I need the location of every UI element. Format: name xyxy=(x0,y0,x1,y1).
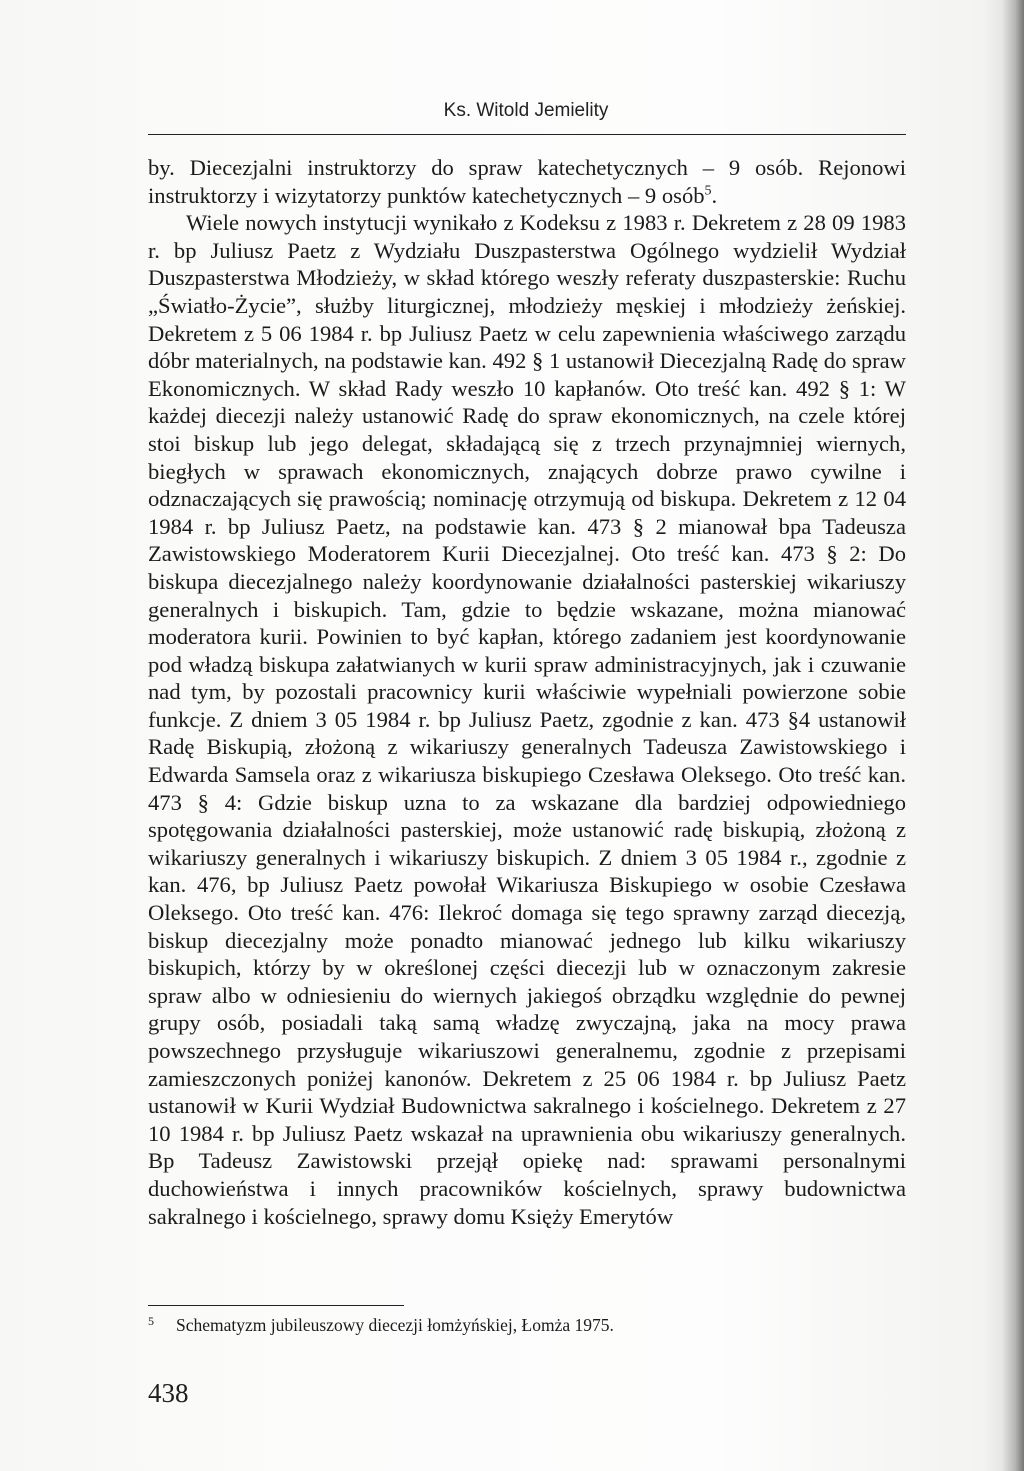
footnote-reference[interactable]: 5 xyxy=(704,183,712,199)
footnote xyxy=(148,1314,906,1336)
page-edge-shadow xyxy=(1002,0,1024,1471)
footnote-marker: 5 xyxy=(148,1314,154,1328)
header-rule xyxy=(148,134,906,135)
paragraph-1 xyxy=(148,154,906,209)
running-head: Ks. Witold Jemielity xyxy=(443,100,609,121)
body-text xyxy=(148,154,906,1230)
paragraph-1-end: . xyxy=(711,182,718,208)
paragraph-2: Wiele nowych instytucji wynikało z Kodeksu z 1983 r. Dekretem z 28 09 1983 r. bp Juliusz Paetz z Wydziału Duszpasterstwa Ogólnego wydzielił Wydział Duszpasterstwa Młodzieży, w skład którego weszły referaty duszpasterskie: Ruchu „Światło-Życie”, służby liturgicznej, młodzieży męskiej i młodzieży żeńskiej. Dekretem z 5 06 1984 r. bp Juliusz Paetz w celu zapewnienia właściwego zarządu dóbr materialnych, na podstawie kan. 492 § 1 ustanowił Diecezjalną Radę do spraw Ekonomicznych. W skład Rady weszło 10 kapłanów. Oto treść kan. 492 § 1: W każdej diecezji należy ustanowić Radę do spraw ekonomicznych, na czele której stoi biskup lub jego delegat, składającą się z trzech przynajmniej wiernych, biegłych w sprawach ekonomicznych, znających dobrze prawo cywilne i odznaczających się prawością; nominację otrzymują od biskupa. Dekretem z 12 04 1984 r. bp Juliusz Paetz, na podstawie kan. 473 § 2 mianował bpa Tadeusza Zawistowskiego Moderatorem Kurii Diecezjalnej. Oto treść kan. 473 § 2: Do biskupa diecezjalnego należy koordynowanie działalności pasterskiej wikariuszy generalnych i biskupich. Tam, gdzie to będzie wskazane, można mianować moderatora kurii. Powinien to być kapłan, którego zadaniem jest koordynowanie pod władzą biskupa załatwianych w kurii spraw administracyjnych, jak i czuwanie nad tym, by pozostali pracownicy kurii właściwie wypełniali powierzone sobie funkcje. Z dniem 3 05 1984 r. bp Juliusz Paetz, zgodnie z kan. 473 §4 ustanowił Radę Biskupią, złożoną z wikariuszy generalnych Tadeusza Zawistowskiego i Edwarda Samsela oraz z wikariusza biskupiego Czesława Oleksego. Oto treść kan. 473 § 4: Gdzie biskup uzna to za wskazane dla bardziej odpowiedniego spotęgowania działalności pasterskiej, może ustanowić radę biskupią, złożoną z wikariuszy generalnych i wikariuszy biskupich. Z dniem 3 05 1984 r., zgodnie z kan. 476, bp Juliusz Paetz powołał Wikariusza Biskupiego w osobie Czesława Oleksego. Oto treść kan. 476: Ilekroć domaga się tego sprawny zarząd diecezją, biskup diecezjalny może ponadto mianować jednego lub kilku wikariuszy biskupich, którzy by w określonej części diecezji lub w oznaczonym zakresie spraw albo w odniesieniu do wiernych jakiegoś obrządku względnie do pewnej grupy osób, posiadali taką samą władzę zwyczajną, jaka na mocy prawa powszechnego przysługuje wikariuszowi generalnemu, zgodnie z przepisami zamieszczonych poniżej kanonów. Dekretem z 25 06 1984 r. bp Juliusz Paetz ustanowił w Kurii Wydział Budownictwa sakralnego i kościelnego. Dekretem z 27 10 1984 r. bp Juliusz Paetz wskazał na uprawnienia obu wikariuszy generalnych. Bp Tadeusz Zawistowski przejął opiekę nad: sprawami personalnymi duchowieństwa i innych pracowników kościelnych, sprawy budownictwa sakralnego i kościelnego, sprawy domu Księży Emerytów xyxy=(148,210,906,1229)
paragraph-1-text: by. Diecezjalni instruktorzy do spraw katechetycznych – 9 osób. Rejonowi instruktorzy i wizytatorzy punktów katechetycznych – 9 osób xyxy=(148,155,906,208)
page-number: 438 xyxy=(148,1378,189,1408)
footnote-rule xyxy=(148,1305,404,1306)
footnote-text: Schematyzm jubileuszowy diecezji łomżyńskiej, Łomża 1975. xyxy=(176,1315,614,1335)
